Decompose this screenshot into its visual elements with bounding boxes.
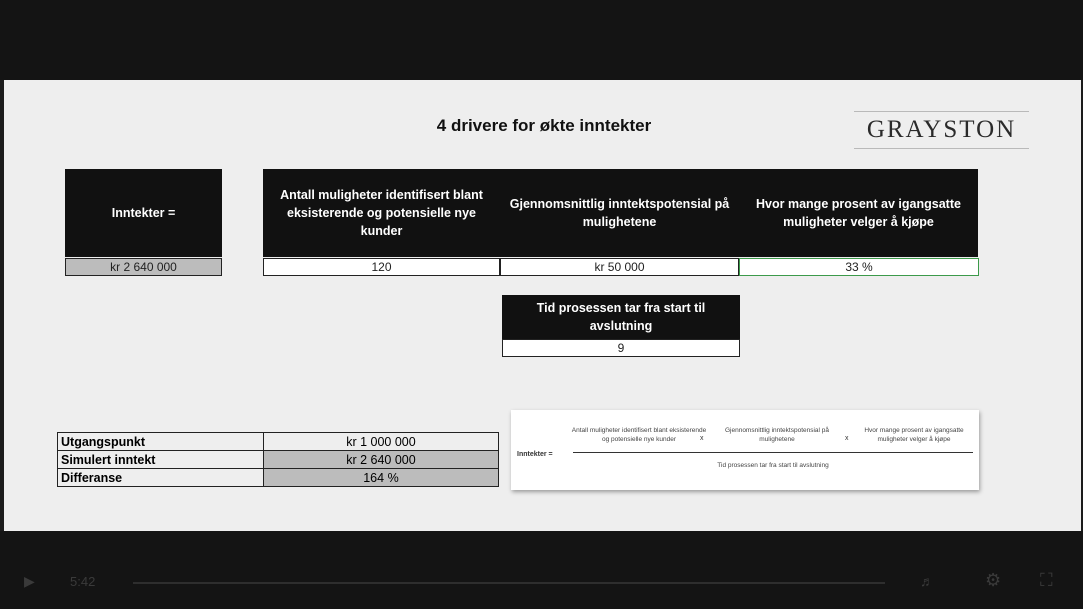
formula-term-2: Gjennomsnittlig inntektspotensial på mulighetene: [724, 427, 830, 443]
value-conversion[interactable]: 33 %: [739, 258, 979, 276]
slide: [4, 80, 1081, 531]
header-revenue: Inntekter =: [65, 169, 222, 257]
slide-title: 4 drivere for økte inntekter: [436, 116, 652, 135]
formula-denominator: Tid prosessen tar fra start til avslutning: [717, 462, 829, 469]
summary-value: 164 %: [263, 469, 498, 487]
formula-times-2: x: [845, 435, 849, 442]
video-bottom-bar: [0, 531, 1083, 609]
value-opportunities[interactable]: 120: [263, 258, 500, 276]
header-opportunities: Antall muligheter identifisert blant eksisterende og potensielle nye kunder: [263, 169, 500, 257]
formula-term-1: Antall muligheter identifisert blant eksisterende og potensielle nye kunder: [571, 427, 707, 443]
summary-table: [57, 432, 499, 487]
summary-value: kr 2 640 000: [263, 451, 498, 469]
table-row: [58, 433, 499, 451]
formula-term-3: Hvor mange prosent av igangsatte muligheter velger å kjøpe: [864, 427, 964, 443]
table-row: [58, 469, 499, 487]
logo-text: GRAYSTON: [866, 116, 1017, 143]
value-revenue: kr 2 640 000: [65, 258, 222, 276]
progress-track[interactable]: [133, 582, 885, 584]
summary-label: Differanse: [58, 469, 264, 487]
table-row: [58, 451, 499, 469]
header-process-time: Tid prosessen tar fra start til avslutning: [502, 295, 740, 339]
fullscreen-icon[interactable]: ⛶: [1040, 570, 1053, 590]
volume-icon[interactable]: ♬: [920, 573, 934, 589]
value-avg-potential[interactable]: kr 50 000: [500, 258, 739, 276]
time-readout: 5:42: [70, 574, 96, 589]
fraction-line: [573, 452, 973, 453]
formula-box: [511, 410, 979, 490]
value-process-time[interactable]: 9: [502, 339, 740, 357]
summary-value: kr 1 000 000: [263, 433, 498, 451]
formula-times-1: x: [700, 435, 704, 442]
summary-label: Utgangspunkt: [58, 433, 264, 451]
header-avg-potential: Gjennomsnittlig inntektspotensial på mulighetene: [500, 169, 739, 257]
summary-label: Simulert inntekt: [58, 451, 264, 469]
grayston-logo: [854, 108, 1029, 150]
settings-icon[interactable]: ⚙: [985, 570, 1002, 590]
header-conversion: Hvor mange prosent av igangsatte muligheter velger å kjøpe: [739, 169, 978, 257]
play-icon[interactable]: ▶: [24, 573, 35, 589]
formula-label: Inntekter =: [517, 451, 553, 458]
video-top-bar: [0, 0, 1083, 80]
